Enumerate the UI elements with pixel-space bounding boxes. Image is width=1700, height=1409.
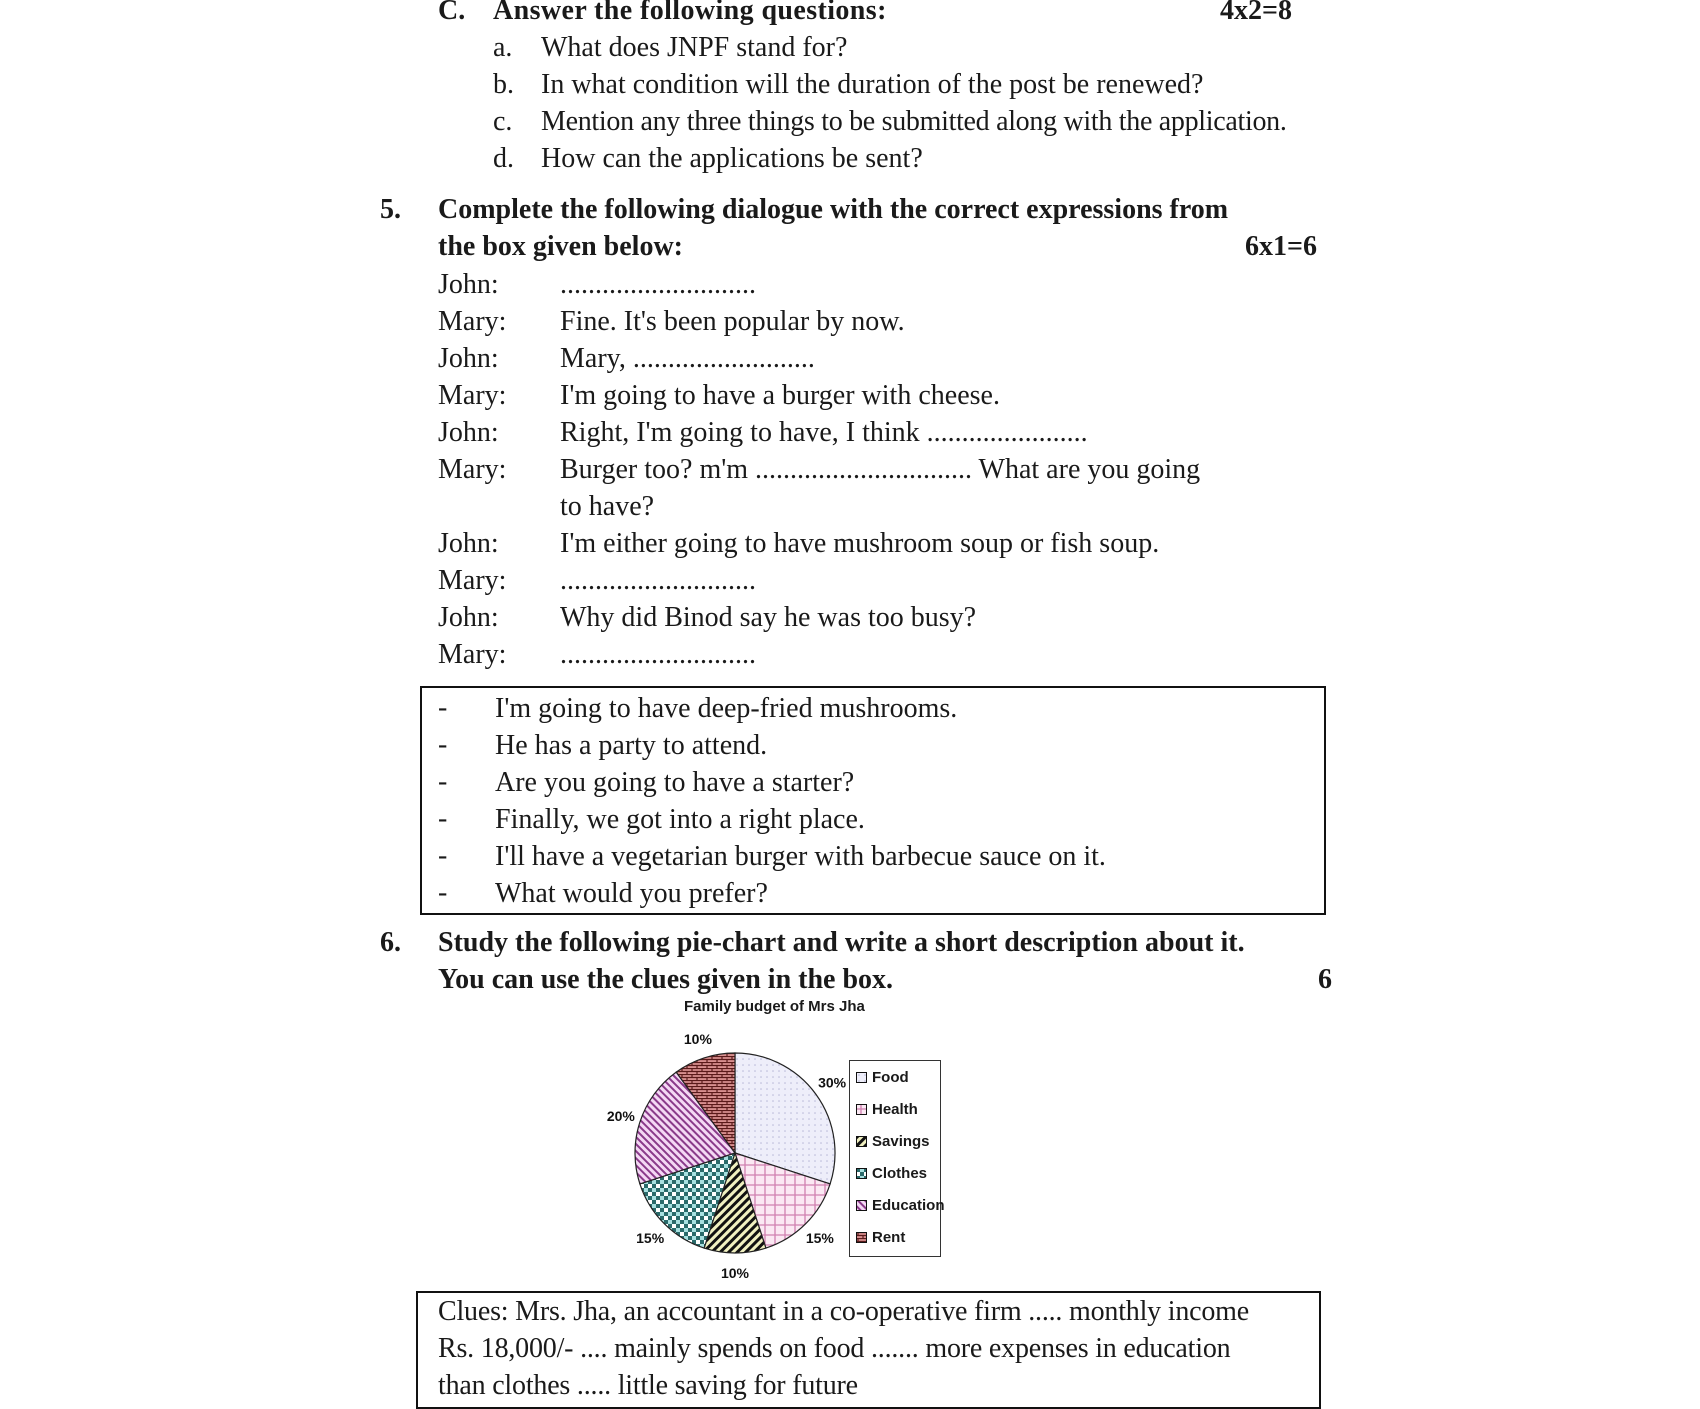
dialogue-line: Why did Binod say he was too busy? (560, 602, 977, 633)
dialogue-speaker: John: (438, 528, 499, 559)
legend-item-savings (856, 1133, 930, 1150)
dialogue-speaker: Mary: (438, 306, 507, 337)
legend-label: Savings (872, 1133, 930, 1150)
dialogue-line: to have? (560, 491, 655, 522)
dialogue-line: ............................ (560, 565, 756, 596)
question-letter: d. (493, 143, 514, 174)
question-letter: c. (493, 106, 513, 137)
option-bullet: - (438, 803, 448, 834)
question-text: How can the applications be sent? (541, 143, 923, 174)
q5-number: 5. (380, 194, 401, 225)
legend-swatch (856, 1200, 867, 1211)
question-text: In what condition will the duration of the post be renewed? (541, 69, 1204, 100)
legend-swatch (856, 1104, 867, 1115)
legend-label: Rent (872, 1229, 906, 1246)
dialogue-speaker: John: (438, 602, 499, 633)
chart-title: Family budget of Mrs Jha (684, 998, 865, 1015)
q5-expressions-box (420, 686, 1326, 915)
q6-marks: 6 (1318, 964, 1332, 995)
dialogue-line: Burger too? m'm ............................... What are you going (560, 454, 1201, 485)
legend-item-rent (856, 1229, 905, 1246)
dialogue-line: I'm going to have a burger with cheese. (560, 380, 1000, 411)
q6-heading-line1: Study the following pie-chart and write a short description about it. (438, 927, 1245, 958)
dialogue-speaker: Mary: (438, 639, 507, 670)
legend-item-education (856, 1197, 945, 1214)
option-bullet: - (438, 729, 448, 760)
pie-slice-label: 20% (606, 1107, 635, 1124)
expression-option: What would you prefer? (495, 878, 768, 909)
legend-item-health (856, 1101, 918, 1118)
legend-swatch (856, 1168, 867, 1179)
expression-option: Are you going to have a starter? (495, 767, 855, 798)
section-c-label: C. (438, 0, 466, 26)
dialogue-speaker: John: (438, 417, 499, 448)
legend-item-food (856, 1069, 909, 1086)
expression-option: He has a party to attend. (495, 730, 768, 761)
pie-slice-label: 10% (683, 1030, 712, 1047)
pie-slice-label: 15% (636, 1229, 665, 1246)
dialogue-line: Right, I'm going to have, I think ....................... (560, 417, 1088, 448)
section-c-heading: Answer the following questions: (493, 0, 887, 26)
q5-marks: 6x1=6 (1245, 231, 1317, 262)
pie-slice-label: 10% (720, 1265, 750, 1280)
option-bullet: - (438, 840, 448, 871)
legend-swatch (856, 1232, 867, 1243)
expression-option: I'll have a vegetarian burger with barbecue sauce on it. (495, 841, 1106, 872)
dialogue-speaker: Mary: (438, 454, 507, 485)
clue-line: than clothes ..... little saving for future (438, 1370, 858, 1401)
legend-item-clothes (856, 1165, 927, 1182)
option-bullet: - (438, 692, 448, 723)
dialogue-line: ............................ (560, 269, 756, 300)
legend-label: Food (872, 1069, 909, 1086)
clue-line: Rs. 18,000/- .... mainly spends on food ....... more expenses in education (438, 1333, 1231, 1364)
option-bullet: - (438, 877, 448, 908)
dialogue-speaker: John: (438, 269, 499, 300)
section-c-marks: 4x2=8 (1220, 0, 1292, 26)
question-text: Mention any three things to be submitted along with the application. (541, 106, 1287, 137)
dialogue-line: I'm either going to have mushroom soup or fish soup. (560, 528, 1160, 559)
legend-label: Education (872, 1197, 945, 1214)
dialogue-speaker: John: (438, 343, 499, 374)
pie-slice-label: 30% (818, 1074, 847, 1091)
expression-option: Finally, we got into a right place. (495, 804, 865, 835)
dialogue-line: Mary, .......................... (560, 343, 815, 374)
legend-swatch (856, 1136, 867, 1147)
pie-chart (560, 1020, 880, 1280)
question-letter: b. (493, 69, 514, 100)
question-letter: a. (493, 32, 513, 63)
chart-legend (849, 1060, 945, 1257)
q6-clues-box (416, 1291, 1321, 1409)
q6-heading-line2: You can use the clues given in the box. (438, 964, 894, 995)
dialogue-line: Fine. It's been popular by now. (560, 306, 905, 337)
clue-line: Clues: Mrs. Jha, an accountant in a co-operative firm ..... monthly income (438, 1296, 1249, 1327)
dialogue-line: ............................ (560, 639, 756, 670)
legend-swatch (856, 1072, 867, 1083)
legend-label: Clothes (872, 1165, 928, 1182)
expression-option: I'm going to have deep-fried mushrooms. (495, 693, 958, 724)
question-text: What does JNPF stand for? (541, 32, 848, 63)
legend-label: Health (872, 1101, 918, 1118)
q6-number: 6. (380, 927, 401, 958)
q5-heading-line1: Complete the following dialogue with the correct expressions from (438, 194, 1229, 225)
dialogue-speaker: Mary: (438, 380, 507, 411)
option-bullet: - (438, 766, 448, 797)
dialogue-speaker: Mary: (438, 565, 507, 596)
pie-slice-label: 15% (805, 1229, 834, 1246)
q5-heading-line2: the box given below: (438, 231, 683, 262)
